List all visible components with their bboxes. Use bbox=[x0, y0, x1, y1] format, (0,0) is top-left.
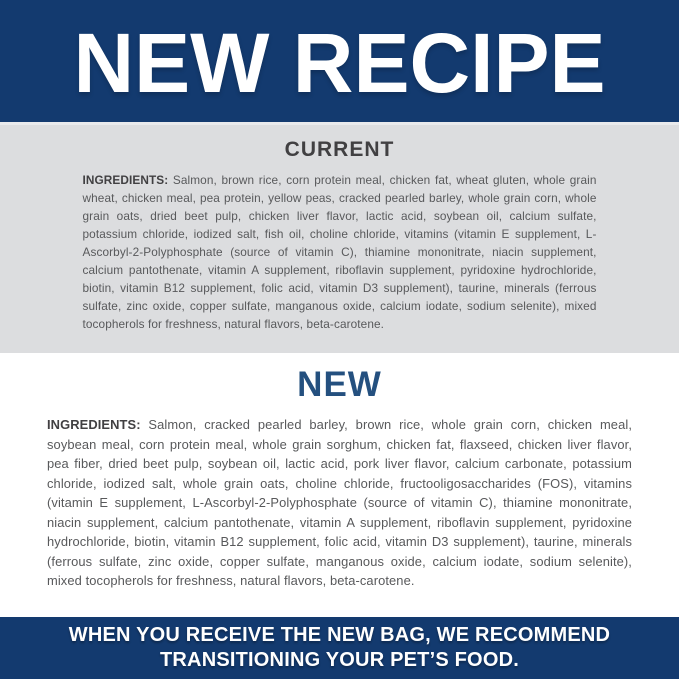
transition-recommendation-banner bbox=[0, 617, 679, 679]
current-ingredients-text: Salmon, brown rice, corn protein meal, chicken fat, wheat gluten, whole grain wheat, chicken meal, pea protein, yellow peas, cracked pearled barley, whole grain corn, whole grain oats, dried beet pulp, chicken liver flavor, lactic acid, soybean oil, calcium sulfate, potassium chloride, iodized salt, fish oil, choline chloride, vitamins (vitamin E supplement, L-Ascorbyl-2-Polyphosphate (source of vitamin C), thiamine mononitrate, niacin supplement, calcium pantothenate, vitamin A supplement, riboflavin supplement, pyridoxine hydrochloride, biotin, vitamin B12 supplement, folic acid, vitamin D3 supplement), taurine, minerals (ferrous sulfate, zinc oxide, copper sulfate, manganous oxide, calcium iodate, sodium selenite), mixed tocopherols for freshness, natural flavors, beta-carotene. bbox=[82, 173, 597, 331]
new-ingredients-label: INGREDIENTS: bbox=[47, 417, 141, 432]
new-recipe-title: NEW RECIPE bbox=[73, 16, 606, 110]
transition-recommendation-text bbox=[69, 623, 610, 673]
new-recipe-banner bbox=[0, 0, 679, 122]
new-recipe-section bbox=[0, 353, 679, 617]
current-ingredients-paragraph bbox=[83, 171, 597, 333]
current-ingredients-label: INGREDIENTS: bbox=[82, 173, 169, 187]
transition-line-1: WHEN YOU RECEIVE THE NEW BAG, WE RECOMMEND bbox=[68, 624, 611, 646]
current-heading: CURRENT bbox=[284, 138, 395, 161]
new-ingredients-text: Salmon, cracked pearled barley, brown rice, whole grain corn, chicken meal, soybean meal, corn protein meal, whole grain sorghum, chicken fat, flaxseed, chicken liver flavor, pea fiber, dried beet pulp, soybean oil, lactic acid, pork liver flavor, calcium carbonate, potassium chloride, iodized salt, whole grain oats, choline chloride, fructooligosaccharides (FOS), vitamins (vitamin E supplement, L-Ascorbyl-2-Polyphosphate (source of vitamin C), thiamine mononitrate, niacin supplement, calcium pantothenate, vitamin A supplement, riboflavin supplement, pyridoxine hydrochloride, biotin, vitamin B12 supplement, folic acid, vitamin D3 supplement), taurine, minerals (ferrous sulfate, zinc oxide, copper sulfate, manganous oxide, calcium iodate, sodium selenite), mixed tocopherols for freshness, natural flavors, beta-carotene. bbox=[47, 417, 632, 588]
new-heading: NEW bbox=[297, 365, 382, 404]
transition-line-2: TRANSITIONING YOUR PET’S FOOD. bbox=[159, 649, 519, 671]
current-recipe-section bbox=[0, 122, 679, 353]
new-ingredients-paragraph bbox=[47, 415, 632, 591]
